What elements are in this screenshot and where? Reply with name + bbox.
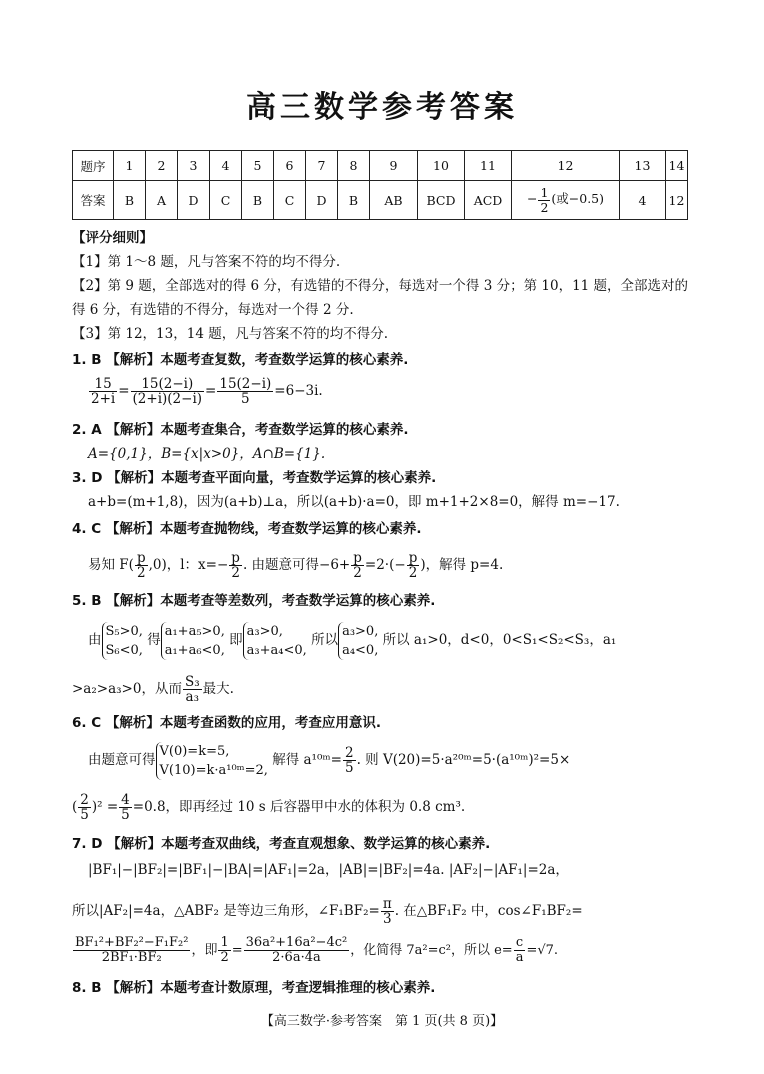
q7-solution-line3: $\frac{\text{BF₁²+BF₂²−F₁F₂²}}{\text{2BF₁·BF₂}}$ ，即 $\frac{1}{2}$ = $\frac{\text{36a²+16a²−4c²}}{2\cdot 6a\cdot 4a}$ ，化简得 7a²=c²，所以 e= $\frac{c}{a}$ =√7. (75, 935, 559, 965)
q1-frac3-den: 5 (241, 391, 250, 407)
answer-cell: D (178, 181, 210, 220)
q6-frac1-num: 2 (344, 744, 354, 761)
q4-frac2 (229, 551, 242, 580)
q7-e-frac (514, 936, 526, 964)
q1-solution: $\frac{15}{2+i}$ = $\frac{15(2-i)}{(2+i)(2-i)}$ = $\frac{15(2-i)}{5}$ =6−3i. (91, 375, 323, 407)
q5-sys3-a: a₃>0, (246, 623, 283, 639)
q6-frac2-den: 5 (80, 807, 89, 823)
q1-frac1-den: 2+i (91, 391, 116, 407)
question-cell: 1 (114, 151, 146, 181)
q4-frac4-num: p (408, 549, 418, 566)
q4-solution (88, 548, 694, 582)
q5-system3 (243, 622, 307, 660)
q4-part4: =2·(− (364, 557, 406, 573)
row-label-answer: 答案 (73, 181, 114, 220)
q7-pi-num: π (382, 895, 392, 912)
q4-frac3-den: 2 (353, 565, 362, 581)
q7-e-num: c (514, 936, 526, 951)
answer-cell: B (338, 181, 370, 220)
q5-sys1-a: S₅>0, (105, 623, 143, 639)
q4-frac2-num: p (231, 549, 240, 566)
answer-cell: C (210, 181, 242, 220)
q6-frac3 (119, 793, 132, 822)
answer-cell: D (306, 181, 338, 220)
q7-half-num: 1 (220, 935, 229, 951)
q7-solution-line1: |BF₁|−|BF₂|=|BF₁|−|BA|=|AF₁|=2a，|AB|=|BF₂|=4a. |AF₂|−|AF₁|=2a， (88, 862, 569, 878)
question-cell: 4 (210, 151, 242, 181)
q1-frac1 (89, 377, 117, 406)
q5-sys3-b: a₃+a₄<0, (246, 642, 307, 658)
answer-cell: ACD (465, 181, 512, 220)
q4-frac4 (407, 551, 420, 580)
q4-frac4-den: 2 (408, 565, 418, 581)
row-label-question: 题序 (73, 151, 114, 181)
q7-half-frac (218, 936, 230, 964)
q5-line2b: 最大. (202, 681, 234, 697)
answer-cell: AB (370, 181, 418, 220)
q3-solution: a+b=(m+1,8)，因为(a+b)⊥a，所以(a+b)·a=0，即 m+1+2×8=0，解得 m=−17. (88, 494, 620, 510)
q4-part1: 易知 F( (88, 557, 134, 573)
question-cell: 10 (418, 151, 465, 181)
q12-num: 1 (540, 185, 549, 201)
question-cell: 14 (666, 151, 688, 181)
q5-sys2-a: a₁+a₅>0, (164, 623, 225, 639)
question-cell: 7 (306, 151, 338, 181)
q4-part2: ,0)，l：x=− (148, 557, 229, 573)
q7-cos-frac (73, 936, 190, 964)
q6-conclusion: =0.8，即再经过 10 s 后容器甲中水的体积为 0.8 cm³. (132, 799, 466, 815)
q8-heading: 8. B 【解析】本题考查计数原理，考查逻辑推理的核心素养. (72, 980, 436, 996)
answer-cell-q12 (512, 181, 620, 220)
rule-2a: 【2】第 9 题，全部选对的得 6 分，有选错的不得分，每选对一个得 3 分；第 10，11 题，全部选对的 (72, 278, 689, 294)
question-cell: 11 (465, 151, 512, 181)
q6-frac3-num: 4 (121, 791, 130, 808)
page-title: 高三数学参考答案 (246, 90, 518, 125)
q1-frac3-num: 15(2−i) (219, 375, 272, 392)
q5-heading: 5. B 【解析】本题考查等差数列，考查数学运算的核心素养. (72, 593, 436, 609)
q5-conclusion: 所以 a₁>0，d<0，0<S₁<S₂<S₃，a₁ (382, 632, 617, 648)
rule-2b: 得 6 分，有选错的不得分，每选对一个得 2 分. (72, 302, 354, 318)
question-cell: 6 (274, 151, 306, 181)
answer-cell: BCD (418, 181, 465, 220)
q6-frac1-den: 5 (344, 760, 354, 776)
q7-line2a: 所以|AF₂|=4a，△ABF₂ 是等边三角形，∠F₁BF₂= (72, 903, 380, 919)
q4-part3: . 由题意可得−6+ (242, 557, 351, 573)
q6-frac2 (78, 793, 91, 822)
q6-sys-a: V(0)=k=5, (159, 743, 230, 759)
q6-frac2-num: 2 (80, 791, 89, 808)
question-cell: 5 (242, 151, 274, 181)
question-cell: 8 (338, 151, 370, 181)
q4-frac1-den: 2 (136, 565, 146, 581)
q7-cos-num: BF₁²+BF₂²−F₁F₂² (75, 935, 189, 951)
q4-part5: )，解得 p=4. (420, 557, 504, 573)
q6-square: )² = (91, 799, 119, 815)
q5-solution-line2 (72, 672, 694, 706)
q6-solution-line2 (72, 790, 694, 824)
answer-cell: 4 (620, 181, 666, 220)
q1-frac1-num: 15 (89, 377, 117, 392)
q7-simplify: ，化简得 7a²=c²，所以 e= (350, 943, 513, 958)
q7-pi-den: 3 (382, 911, 392, 927)
q1-frac2-num: 15(2−i) (131, 377, 205, 392)
q3-heading: 3. D 【解析】本题考查平面向量，考查数学运算的核心素养. (72, 470, 437, 486)
question-number-row (73, 151, 688, 181)
q5-sys2-b: a₁+a₆<0, (164, 642, 225, 658)
q5-de: 得 (147, 632, 161, 648)
q2-solution: A={0,1}，B={x|x>0}，A∩B={1}. (88, 446, 326, 462)
q6-frac1 (343, 746, 356, 775)
question-cell: 13 (620, 151, 666, 181)
q6-mid: 解得 a¹⁰ᵐ= (272, 752, 342, 768)
q4-heading: 4. C 【解析】本题考查抛物线，考查数学运算的核心素养. (72, 521, 422, 537)
q7-half-den: 2 (220, 950, 229, 965)
answer-cell: 12 (666, 181, 688, 220)
q5-system1 (102, 622, 143, 660)
q5-suoyi: 所以 (311, 632, 339, 648)
q12-den: 2 (540, 199, 549, 215)
q5-frac-den: a₃ (185, 689, 200, 705)
q5-system4 (338, 622, 378, 660)
rule-1: 【1】第 1～8 题，凡与答案不符的均不得分. (72, 254, 341, 270)
q6-pre: 由题意可得 (88, 752, 156, 768)
q12-minus: − (526, 191, 538, 207)
rules-heading: 【评分细则】 (72, 230, 153, 246)
q6-sys-b: V(10)=k·a¹⁰ᵐ=2, (159, 762, 268, 778)
q4-frac3 (351, 551, 364, 580)
q1-frac2-den: (2+i)(2−i) (132, 391, 203, 407)
question-cell: 12 (512, 151, 620, 181)
q5-solution-line1 (88, 620, 694, 660)
q1-frac3 (217, 377, 273, 406)
q1-frac2 (131, 377, 205, 406)
answer-cell: A (146, 181, 178, 220)
question-cell: 9 (370, 151, 418, 181)
q12-fraction (538, 186, 550, 213)
question-cell: 3 (178, 151, 210, 181)
q1-tail: =6−3i. (274, 383, 323, 399)
q5-frac (183, 675, 202, 704)
q2-heading: 2. A 【解析】本题考查集合，考查数学运算的核心素养. (72, 422, 409, 438)
q6-system (156, 742, 268, 780)
q6-tail: . 则 V(20)=5·a²⁰ᵐ=5·(a¹⁰ᵐ)²=5× (356, 752, 571, 768)
q5-you: 由 (88, 632, 102, 648)
q5-frac-num: S₃ (184, 673, 200, 690)
q7-eq-num: 36a²+16a²−4c² (245, 935, 348, 951)
q1-heading: 1. B 【解析】本题考查复数，考查数学运算的核心素养. (72, 352, 409, 368)
answer-cell: B (242, 181, 274, 220)
q7-line2b: . 在△BF₁F₂ 中，cos∠F₁BF₂= (394, 903, 583, 919)
q5-sys4-a: a₃>0, (342, 623, 379, 639)
answer-cell: B (114, 181, 146, 220)
q5-sys4-b: a₄<0, (342, 642, 379, 658)
q7-e-den: a (515, 950, 524, 965)
rule-3: 【3】第 12，13，14 题，凡与答案不符的均不得分. (72, 326, 388, 342)
q7-solution-line2 (72, 894, 694, 928)
answer-row (73, 181, 688, 220)
answer-cell: C (274, 181, 306, 220)
q7-heading: 7. D 【解析】本题考查双曲线，考查直观想象、数学运算的核心素养. (72, 836, 491, 852)
q7-result: =√7. (526, 943, 559, 958)
q4-frac3-num: p (353, 549, 362, 566)
q7-ji: ，即 (191, 943, 218, 958)
q7-cos-den: 2BF₁·BF₂ (101, 950, 162, 965)
q7-eq-den: 2·6a·4a (272, 950, 321, 965)
question-cell: 2 (146, 151, 178, 181)
q5-line2a: >a₂>a₃>0，从而 (72, 681, 182, 697)
q4-frac2-den: 2 (231, 565, 240, 581)
q5-ji: 即 (229, 632, 243, 648)
q5-system2 (161, 622, 225, 660)
q6-paren-open: ( (72, 799, 78, 815)
q6-solution-line1 (88, 740, 694, 780)
q7-pi-frac (381, 897, 394, 926)
q6-heading: 6. C 【解析】本题考查函数的应用，考查应用意识. (72, 715, 381, 731)
page-footer: 【高三数学·参考答案 第 1 页(共 8 页)】 (260, 1014, 504, 1029)
q6-frac3-den: 5 (121, 807, 130, 823)
q5-sys1-b: S₆<0, (105, 642, 143, 658)
q12-alt: (或−0.5) (551, 191, 605, 207)
q4-frac1 (135, 551, 148, 580)
answer-table (72, 150, 688, 220)
q4-frac1-num: p (136, 549, 146, 566)
q7-eq-frac (244, 936, 350, 964)
